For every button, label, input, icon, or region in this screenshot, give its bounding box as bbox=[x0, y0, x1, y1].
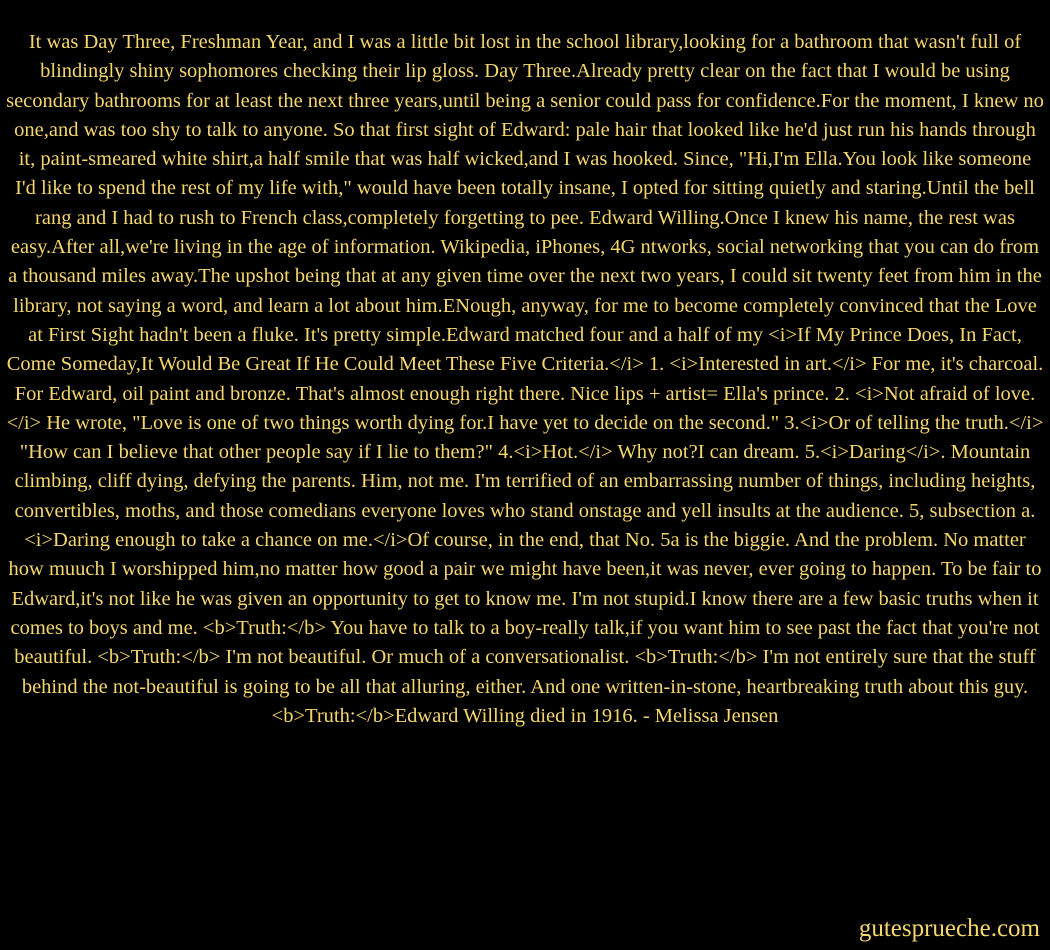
site-watermark: gutesprueche.com bbox=[858, 915, 1040, 942]
quote-block bbox=[0, 28, 1050, 731]
quote-text: It was Day Three, Freshman Year, and I was a little bit lost in the school library,looking for a bathroom that wasn't full of blindingly shiny sophomores checking their lip gloss. Day Three.Already pretty clear on the fact that I would be using secondary bathrooms for at least the next three years,until being a senior could pass for confidence.For the moment, I knew no one,and was too shy to talk to anyone. So that first sight of Edward: pale hair that looked like he'd just run his hands through it, paint-smeared white shirt,a half smile that was half wicked,and I was hooked. Since, "Hi,I'm Ella.You look like someone I'd like to spend the rest of my life with," would have been totally insane, I opted for sitting quietly and staring.Until the bell rang and I had to rush to French class,completely forgetting to pee. Edward Willing.Once I knew his name, the rest was easy.After all,we're living in the age of information. Wikipedia, iPhones, 4G ntworks, social networking that you can do from a thousand miles away.The upshot being that at any given time over the next two years, I could sit twenty feet from him in the library, not saying a word, and learn a lot about him.ENough, anyway, for me to become completely convinced that the Love at First Sight hadn't been a fluke. It's pretty simple.Edward matched four and a half of my <i>If My Prince Does, In Fact, Come Someday,It Would Be Great If He Could Meet These Five Criteria.</i> 1. <i>Interested in art.</i> For me, it's charcoal. For Edward, oil paint and bronze. That's almost enough right there. Nice lips + artist= Ella's prince. 2. <i>Not afraid of love.</i> He wrote, "Love is one of two things worth dying for.I have yet to decide on the second." 3.<i>Or of telling the truth.</i> "How can I believe that other people say if I lie to them?" 4.<i>Hot.</i> Why not?I can dream. 5.<i>Daring</i>. Mountain climbing, cliff dying, defying the parents. Him, not me. I'm terrified of an embarrassing number of things, including heights, convertibles, moths, and those comedians everyone loves who stand onstage and yell insults at the audience. 5, subsection a. <i>Daring enough to take a chance on me.</i>Of course, in the end, that No. 5a is the biggie. And the problem. No matter how muuch I worshipped him,no matter how good a pair we might have been,it was never, ever going to happen. To be fair to Edward,it's not like he was given an opportunity to get to know me. I'm not stupid.I know there are a few basic truths when it comes to boys and me. <b>Truth:</b> You have to talk to a boy-really talk,if you want him to see past the fact that you're not beautiful. <b>Truth:</b> I'm not beautiful. Or much of a conversationalist. <b>Truth:</b> I'm not entirely sure that the stuff behind the not-beautiful is going to be all that alluring, either. And one written-in-stone, heartbreaking truth about this guy. <b>Truth:</b>Edward Willing died in 1916. - Melissa Jensen bbox=[6, 31, 1050, 727]
